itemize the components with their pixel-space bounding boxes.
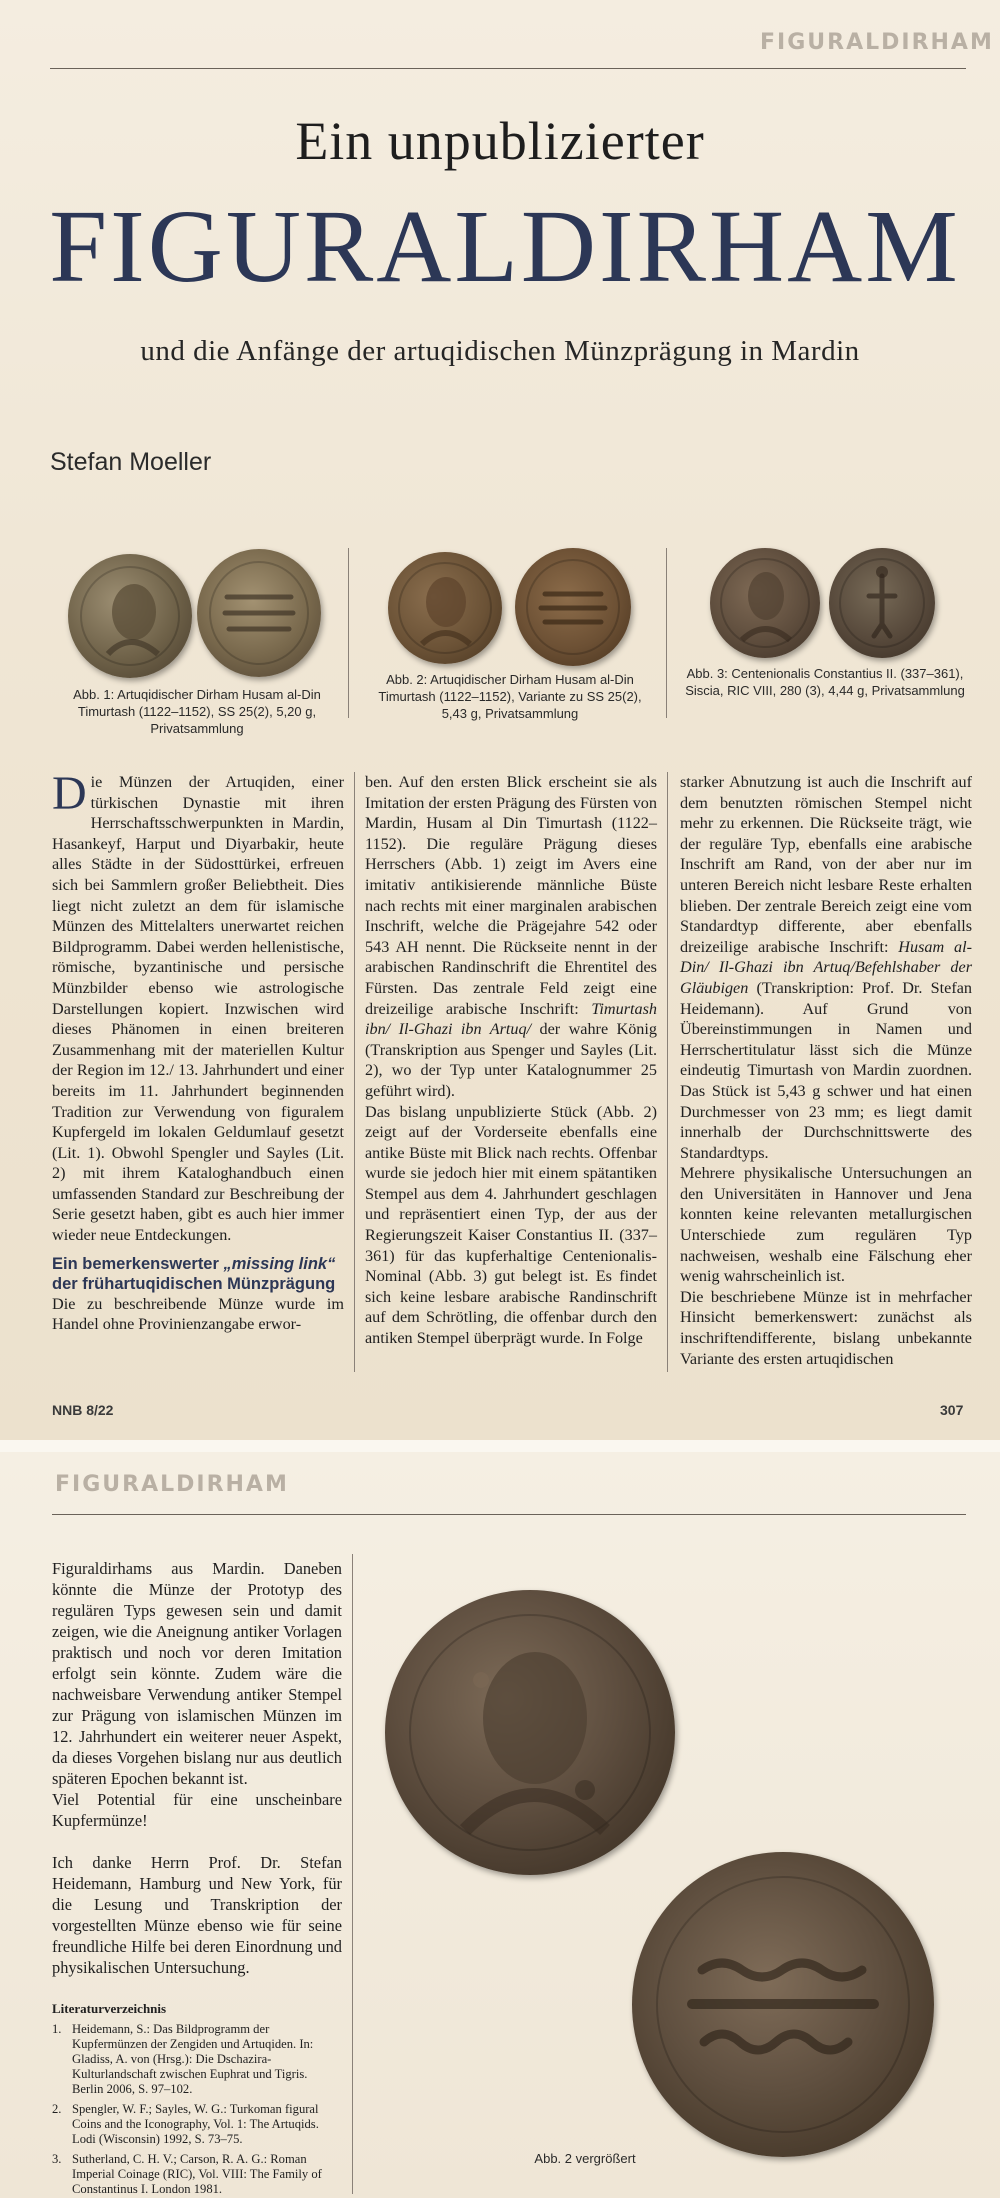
paragraph: ben. Auf den ersten Blick erscheint sie als Imitation der ersten Prägung des Fürsten von Mardin, Husam al Din Timurtash (1122–1152). Die reguläre Prägung dieses Herrschers (Abb. 1) zeigt im Avers eine imitativ antikisierende männliche Büste nach rechts mit einer marginalen arabischen Inschrift, welche die Prägejahre 542 oder 543 AH nennt. Die Rückseite nennt in der arabischen Randinschrift die Ehrentitel des Fürsten. Das zentrale Feld zeigt eine dreizeilige arabische Inschrift: Timurtash ibn/ Il-Ghazi ibn Artuq/ der wahre König (Transkription aus Spenger und Sayles (Lit. 2), wo der Typ unter Katalognummer 25 geführt wird).: [365, 773, 657, 1100]
paragraph: Viel Potential für eine unscheinbare Kupfermünze!: [52, 1790, 342, 1830]
header-rule: [50, 68, 966, 69]
literature-list: [52, 2022, 342, 2197]
column-divider: [667, 772, 668, 1372]
standing-figure-icon: [829, 548, 935, 658]
page-number: 307: [940, 1402, 964, 1418]
coin-image-abb3-reverse: [829, 548, 935, 658]
paragraph: Die beschriebene Münze ist in mehrfacher Hinsicht bemerkenswert: zunächst als inschriftendifferente, bislang unbekannte Variante des ersten artuqidischen: [680, 1287, 972, 1368]
literature-item: 3. Sutherland, C. H. V.; Carson, R. A. G.: Roman Imperial Coinage (RIC), Vol. VIII: The Family of Constantinus I. London 1981.: [52, 2152, 322, 2196]
footer-issue: NNB 8/22: [52, 1402, 114, 1418]
figure-caption-abb1: Abb. 1: Artuqidischer Dirham Husam al-Din Timurtash (1122–1152), SS 25(2), 5,20 g, Privatsammlung: [73, 687, 321, 736]
bust-icon: [710, 548, 820, 658]
literature-item: 1. Heidemann, S.: Das Bildprogramm der Kupfermünzen der Zengiden und Artuqiden. In: Gladiss, A. von (Hrsg.): Die Dschazira-Kulturlandschaft zwischen Euphrat und Tigris. Berlin 2006, S. 97–102.: [52, 2022, 314, 2096]
section-heading: Ein bemerkenswerter „missing link“ der frühartuqidischen Münzprägung: [52, 1254, 336, 1293]
coin-image-abb2-reverse: [515, 548, 631, 666]
drop-cap: D: [52, 767, 87, 820]
paragraph: Mehrere physikalische Untersuchungen an den Universitäten in Hannover und Jena konnten keine relevanten metallurgischen Unterschiede zum regulären Typ nachweisen, weshalb eine Fälschung eher wenig wahrscheinlich ist.: [680, 1164, 972, 1286]
paragraph: Die zu beschreibende Münze wurde im Handel ohne Provinienzangabe erwor-: [52, 1294, 344, 1334]
text-column-page2: [52, 1558, 342, 2198]
figure-divider: [666, 548, 667, 718]
coin-image-abb1-reverse: [197, 549, 321, 677]
literature-heading: Literaturverzeichnis: [52, 2001, 167, 2016]
coin-image-abb2-enlarged-reverse: [632, 1852, 934, 2157]
arabic-inscription-icon: [632, 1852, 934, 2157]
header-rule: [52, 1514, 966, 1515]
figure-divider: [348, 548, 349, 718]
arabic-inscription-icon: [197, 549, 321, 677]
intro-paragraph: Die Münzen der Artuqiden, einer türkischen Dynastie mit ihren Herrschaftsschwerpunkten in Mardin, Hasankeyf, Harput und Diyarbakir, heute alles Städte in der Südosttürkei, erfreuen sich bei Sammlern großer Beliebtheit. Dies liegt nicht zuletzt an dem für islamische Münzen des Mittelalters unerwartet reichen Bildprogramm. Dabei werden hellenistische, römische, byzantinische und persische Münzbilder ebenso wie astrologische Darstellungen kopiert. Inzwischen wird dieses Phänomen in einen breiteren Zusammenhang mit der materiellen Kultur der Region im 12./ 13. Jahrhundert und einer bereits im 11. Jahrhundert beginnenden Tradition zur Verwendung von figuralem Kupfergeld im lokalen Geldumlauf gesetzt (Lit. 1). Obwohl Spengler und Sayles (Lit. 2) mit ihrem Kataloghandbuch einen umfassenden Standard zur Beschreibung der Serie gesetzt haben, gibt es auch hier immer wieder neue Entdeckungen.: [52, 767, 344, 1245]
bust-icon: [385, 1590, 675, 1875]
paragraph: starker Abnutzung ist auch die Inschrift auf dem benutzten römischen Stempel nicht mehr zu erkennen. Die Rückseite trägt, wie der reguläre Typ, ebenfalls eine arabische Inschrift am Rand, von der aber nur im unteren Bereich nicht lesbare Reste erhalten blieben. Der zentrale Bereich zeigt eine vom Standardtyp differente, aber ebenfalls dreizeilige arabische Inschrift: Husam al-Din/ Il-Ghazi ibn Artuq/Befehlshaber der Gläubigen (Transkription: Prof. Dr. Stefan Heidemann). Auf Grund von Übereinstimmungen in Namen und Herrschertitulatur lässt sich die Münze eindeutig Timurtash von Mardin zuordnen. Das Stück ist 5,43 g schwer und hat einen Durchmesser von 23 mm; es liegt damit innerhalb der Durchschnittswerte des Standardtyps.: [680, 773, 972, 1162]
bust-icon: [68, 554, 192, 678]
acknowledgement: Ich danke Herrn Prof. Dr. Stefan Heidemann, Hamburg und New York, für die Lesung und Transkription der vorgestellten Münze ebenso wie für seine freundliche Hilfe bei deren Einordnung und physikalischen Untersuchung.: [52, 1853, 342, 1977]
figure-caption-enlarged: Abb. 2 vergrößert: [534, 2151, 636, 2166]
text-column-1: [52, 767, 344, 1335]
column-divider: [354, 772, 355, 1372]
running-head: FIGURALDIRHAM: [55, 1472, 289, 1497]
coin-image-abb3-obverse: [710, 548, 820, 658]
page-308: [0, 1452, 1000, 2198]
coin-image-abb2-enlarged-obverse: [385, 1590, 675, 1875]
title-main: FIGURALDIRHAM: [49, 189, 961, 304]
paragraph: Figuraldirhams aus Mardin. Daneben könnte die Münze der Prototyp des regulären Typs gewesen sein und damit zeigen, wie die Aneignung antiker Vorlagen praktisch und noch vor deren Imitation erfolgt sein könnte. Zudem wäre die nachweisbare Verwendung antiker Stempel zur Prägung von islamischen Münzen im 12. Jahrhundert ein weiterer neuer Aspekt, da dieses Vorgehen bislang nur aus deutlich späteren Epochen bekannt ist.: [52, 1559, 342, 1788]
text-column-3: [680, 772, 972, 1369]
running-head: FIGURALDIRHAM: [760, 30, 994, 55]
column-divider: [352, 1554, 353, 2194]
title-line-1: Ein unpublizierter: [295, 111, 705, 171]
page-gap: [0, 1440, 1000, 1452]
coin-image-abb1-obverse: [68, 554, 192, 678]
title-subtitle: und die Anfänge der artuqidischen Münzprägung in Mardin: [140, 335, 860, 367]
arabic-inscription-icon: [515, 548, 631, 666]
figure-caption-abb3: Abb. 3: Centenionalis Constantius II. (337–361), Siscia, RIC VIII, 280 (3), 4,44 g, Privatsammlung: [685, 666, 965, 698]
coin-image-abb2-obverse: [388, 552, 502, 664]
paragraph: Das bislang unpublizierte Stück (Abb. 2) zeigt auf der Vorderseite ebenfalls eine antike Büste mit Blick nach rechts. Offenbar wurde sie jedoch hier mit einem spätantiken Stempel aus dem 4. Jahrhundert geschlagen und repräsentiert einen Typ, der aus der Regierungszeit Kaiser Constantius II. (337–361) für das kupferhaltige Centenionalis-Nominal (Abb. 3) gut belegt ist. Es findet sich keine lesbare arabische Randinschrift auf dem Schrötling, die offenbar durch den antiken Stempel überprägt wurde. In Folge: [365, 1102, 657, 1348]
literature-item: 2. Spengler, W. F.; Sayles, W. G.: Turkoman figural Coins and the Iconography, Vol. 1: The Artuqids. Lodi (Wisconsin) 1992, S. 73–75.: [52, 2102, 319, 2146]
text-column-2: [365, 772, 657, 1349]
bust-icon: [388, 552, 502, 664]
author-name: Stefan Moeller: [50, 448, 212, 476]
figure-caption-abb2: Abb. 2: Artuqidischer Dirham Husam al-Din Timurtash (1122–1152), Variante zu SS 25(2), 5,43 g, Privatsammlung: [378, 672, 642, 721]
